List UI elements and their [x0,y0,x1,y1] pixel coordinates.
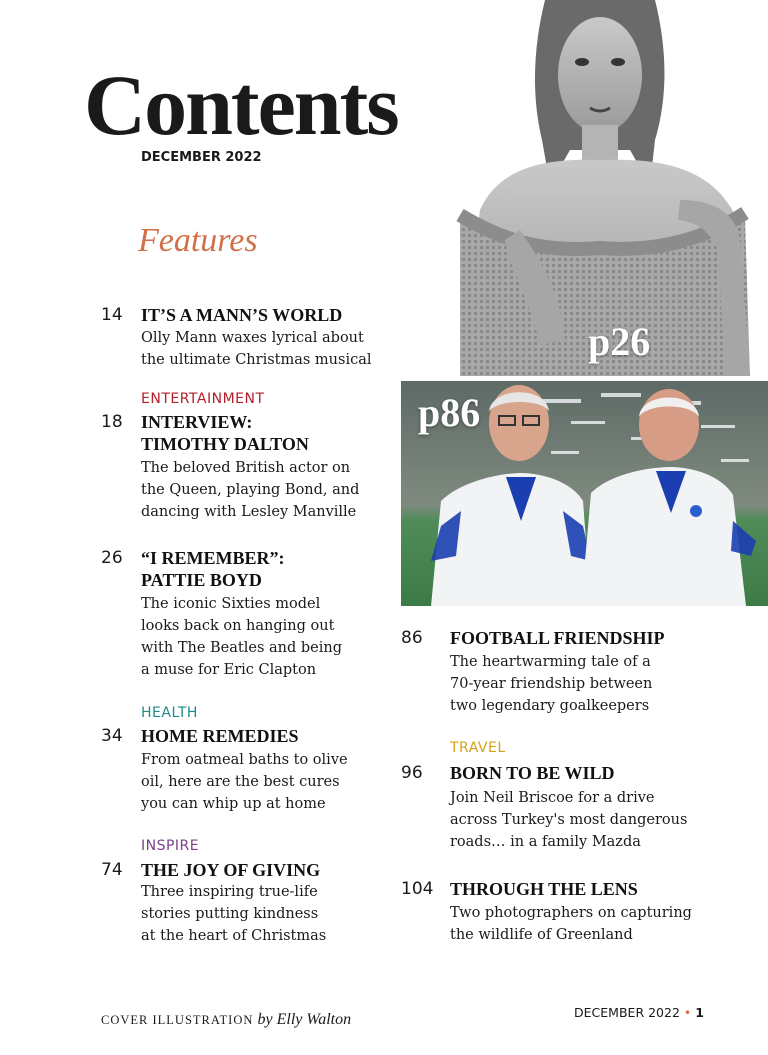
page-title: Contents [84,57,398,153]
entry-title: IT’S A MANN’S WORLD [141,305,343,325]
photo-page-label-p26: p26 [588,319,651,364]
entry-title: THROUGH THE LENS [450,879,638,899]
entry-desc-line: the wildlife of Greenland [450,927,633,943]
entry-desc-line: stories putting kindness [141,906,319,922]
entry-title: PATTIE BOYD [141,570,262,590]
entry-title: INTERVIEW: [141,412,253,432]
entry-page-number: 74 [101,860,123,880]
entry-title: HOME REMEDIES [141,726,299,746]
entry-page-number: 14 [101,305,123,325]
entry-desc-line: with The Beatles and being [141,640,342,656]
entry-desc-line: Two photographers on capturing [450,905,692,921]
entry-desc-line: 70-year friendship between [450,676,653,692]
section-heading-features: Features [138,222,258,259]
issue-date: DECEMBER 2022 [141,150,262,165]
entry-page-number: 104 [401,879,434,899]
entry-desc-line: roads… in a family Mazda [450,834,641,850]
entry-title: BORN TO BE WILD [450,763,615,783]
footer-date: DECEMBER 2022 [574,1005,680,1020]
category-health: HEALTH [141,705,198,721]
entry-desc-line: Olly Mann waxes lyrical about [141,330,364,346]
entry-title: THE JOY OF GIVING [141,860,321,880]
entry-title: “I REMEMBER”: [141,548,285,568]
cover-credit-label: COVER ILLUSTRATION [101,1013,254,1027]
entry-page-number: 96 [401,763,423,783]
cover-credit-artist: by Elly Walton [257,1011,352,1028]
entry-desc-line: The iconic Sixties model [141,596,321,612]
page-footer [574,1005,704,1020]
photo-goalkeepers [401,381,768,606]
entry-desc-line: a muse for Eric Clapton [141,662,317,678]
cover-credit [101,1011,351,1029]
photo-pattie-boyd [450,0,768,376]
category-inspire: INSPIRE [141,838,200,854]
category-travel: TRAVEL [450,740,506,756]
entry-desc-line: dancing with Lesley Manville [141,504,357,520]
entry-desc-line: Join Neil Briscoe for a drive [450,790,655,806]
entry-desc-line: the Queen, playing Bond, and [141,482,360,498]
entry-desc-line: two legendary goalkeepers [450,698,650,714]
entry-desc-line: The heartwarming tale of a [450,654,651,670]
photo-page-label-p86: p86 [418,390,481,435]
entry-desc-line: across Turkey's most dangerous [450,812,688,828]
entry-title: FOOTBALL FRIENDSHIP [450,628,665,648]
entry-desc-line: The beloved British actor on [141,460,351,476]
entry-page-number: 34 [101,726,123,746]
entry-desc-line: From oatmeal baths to olive [141,752,348,768]
footer-separator: • [683,1005,692,1020]
category-entertainment: ENTERTAINMENT [141,391,265,407]
entry-title: TIMOTHY DALTON [141,434,309,454]
entry-desc-line: oil, here are the best cures [141,774,340,790]
footer-page-number: 1 [695,1005,704,1020]
entry-page-number: 86 [401,628,423,648]
entry-page-number: 18 [101,412,123,432]
entry-desc-line: Three inspiring true-life [141,884,318,900]
entry-desc-line: the ultimate Christmas musical [141,352,372,368]
entry-desc-line: at the heart of Christmas [141,928,327,944]
entry-desc-line: looks back on hanging out [141,618,335,634]
entry-desc-line: you can whip up at home [141,796,326,812]
entry-page-number: 26 [101,548,123,568]
